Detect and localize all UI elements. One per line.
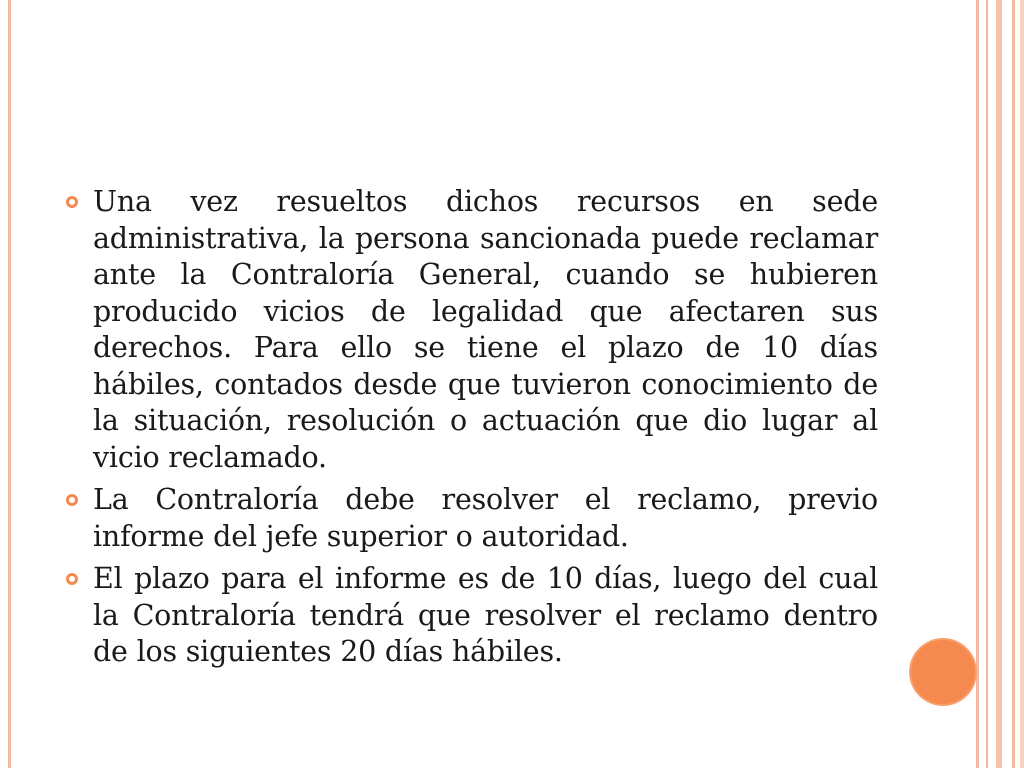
list-item bbox=[66, 482, 878, 555]
right-decor-stripe bbox=[1012, 0, 1015, 768]
circle-bullet-icon bbox=[66, 494, 78, 506]
right-decor-stripe bbox=[996, 0, 1002, 768]
right-decor-stripe bbox=[976, 0, 979, 768]
circle-bullet-icon bbox=[66, 196, 78, 208]
left-frame-border bbox=[8, 0, 11, 768]
bullet-text: El plazo para el informe es de 10 días, luego del cual la Contraloría tendrá que resolver el reclamo dentro de los siguientes 20 días hábiles. bbox=[93, 562, 878, 668]
right-decor-stripe bbox=[986, 0, 988, 768]
right-decor-stripe bbox=[1020, 0, 1024, 768]
bullet-text: Una vez resueltos dichos recursos en sede administrativa, la persona sancionada puede reclamar ante la Contraloría General, cuando se hubieren producido vicios de legalidad que afectaren sus derechos. Para ello se tiene el plazo de 10 días hábiles, contados desde que tuvieron conocimiento de la situación, resolución o actuación que dio lugar al vicio reclamado. bbox=[93, 185, 878, 474]
circle-bullet-icon bbox=[66, 573, 78, 585]
decorative-circle bbox=[911, 640, 975, 704]
bullet-text: La Contraloría debe resolver el reclamo, previo informe del jefe superior o autoridad. bbox=[93, 483, 878, 553]
bullet-list bbox=[66, 184, 878, 677]
list-item bbox=[66, 184, 878, 476]
list-item bbox=[66, 561, 878, 671]
